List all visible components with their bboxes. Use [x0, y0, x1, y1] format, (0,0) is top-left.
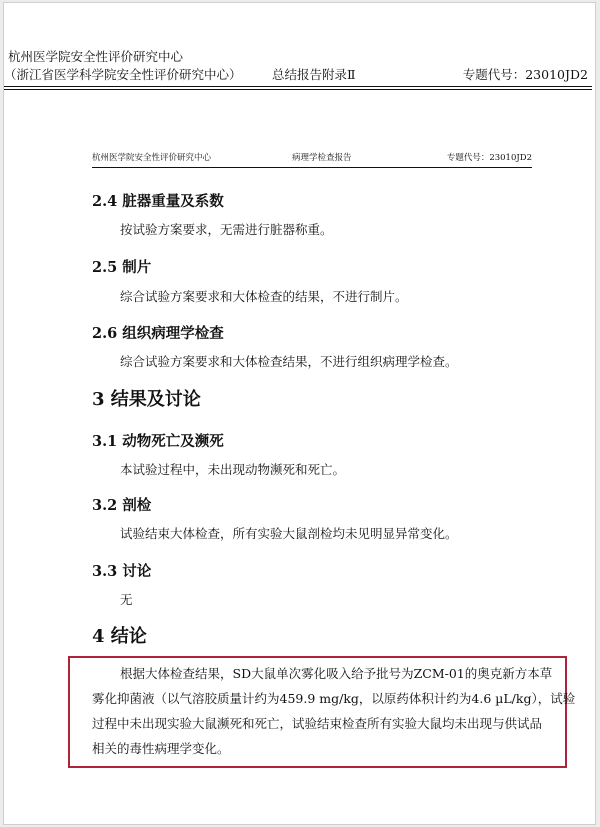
section-3-1-text: 本试验过程中，未出现动物濒死和死亡。	[120, 462, 346, 477]
section-3-3-text: 无	[120, 592, 133, 607]
section-3-1-heading: 3.1 动物死亡及濒死	[92, 433, 224, 450]
conclusion-line-1: 根据大体检查结果，SD大鼠单次雾化吸入给予批号为ZCM-01的奥克新方本草	[120, 666, 553, 681]
conclusion-highlight-box	[68, 656, 576, 768]
section-3-2-heading: 3.2 剖检	[92, 497, 152, 514]
section-2-6-heading: 2.6 组织病理学检查	[92, 325, 224, 342]
section-2-4-text: 按试验方案要求，无需进行脏器称重。	[120, 222, 333, 237]
inner-header-project-code: 专题代号：23010JD2	[446, 153, 532, 163]
inner-header-report-type: 病理学检查报告	[292, 153, 352, 163]
section-2-5-text: 综合试验方案要求和大体检查的结果，不进行制片。	[120, 289, 408, 304]
inner-header-rule	[92, 167, 532, 168]
section-3-2-text: 试验结束大体检查，所有实验大鼠剖检均未见明显异常变化。	[120, 526, 458, 541]
project-code: 专题代号：23010JD2	[462, 67, 588, 82]
outer-header-rule-top	[4, 86, 592, 87]
section-3-3-heading: 3.3 讨论	[92, 563, 152, 580]
conclusion-line-4: 相关的毒性病理学变化。	[92, 741, 230, 756]
section-2-5-heading: 2.5 制片	[92, 259, 152, 276]
inner-header	[92, 151, 532, 165]
conclusion-line-2: 雾化抑菌液（以气溶胶质量计约为459.9 mg/kg，以原药体积计约为4.6 µL/kg），试验	[92, 691, 576, 706]
section-2-6-text: 综合试验方案要求和大体检查结果，不进行组织病理学检查。	[120, 354, 458, 369]
org-name-line1: 杭州医学院安全性评价研究中心	[8, 49, 184, 64]
outer-header-rule-bottom	[4, 89, 592, 90]
conclusion-line-3: 过程中未出现实验大鼠濒死和死亡，试验结束检查所有实验大鼠均未出现与供试品	[92, 716, 543, 731]
report-title: 总结报告附录Ⅱ	[272, 67, 356, 82]
section-2-4-heading: 2.4 脏器重量及系数	[92, 193, 224, 210]
section-3-heading: 3 结果及讨论	[92, 389, 201, 410]
inner-header-org: 杭州医学院安全性评价研究中心	[92, 153, 212, 163]
org-name-line2: （浙江省医学科学院安全性评价研究中心）	[4, 67, 242, 82]
section-4-heading: 4 结论	[92, 626, 147, 647]
